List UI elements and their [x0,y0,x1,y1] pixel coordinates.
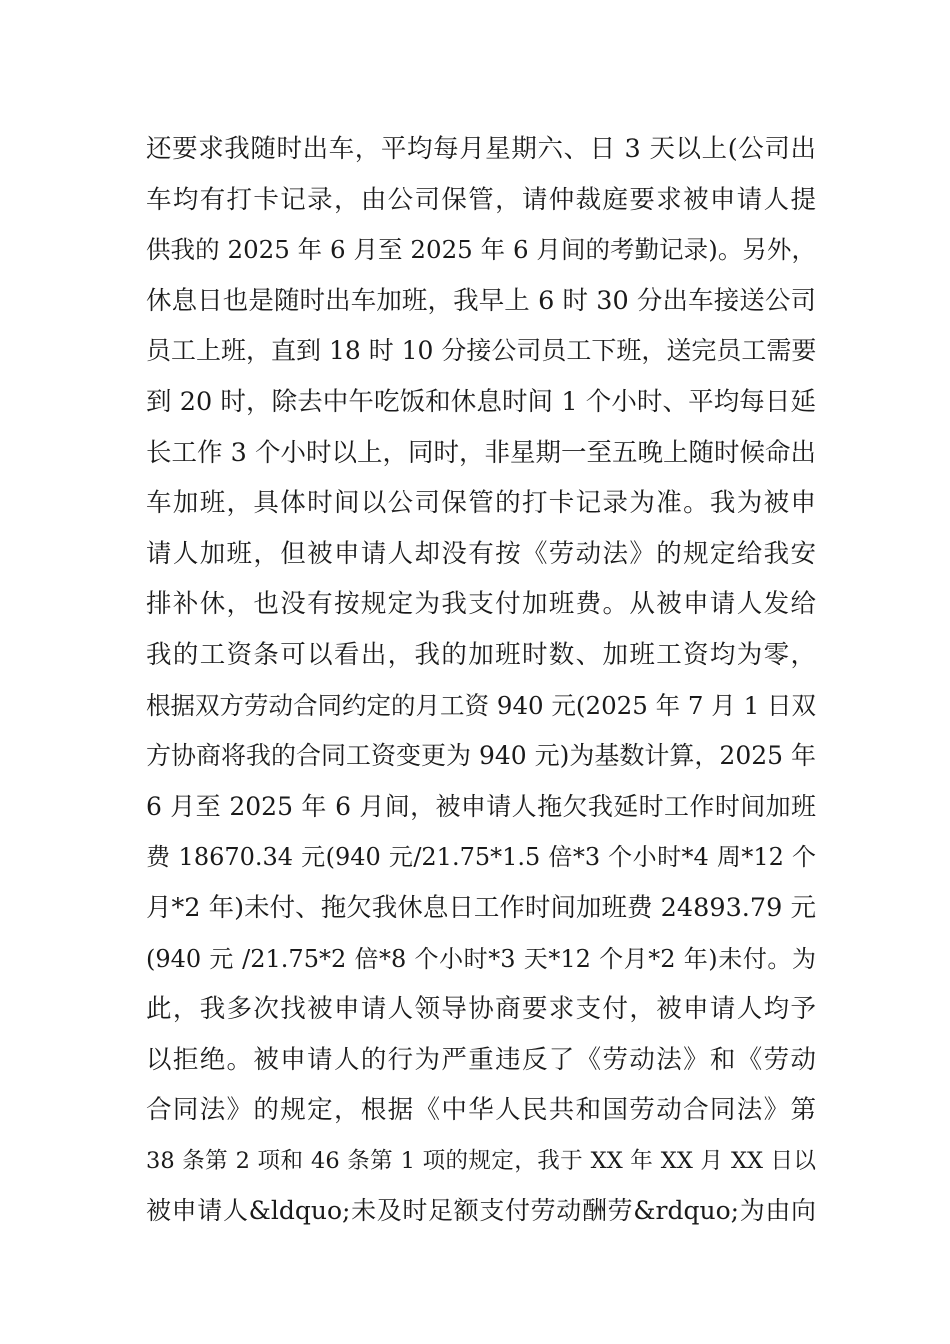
text-line: 车均有打卡记录，由公司保管，请仲裁庭要求被申请人提 [146,184,816,215]
text-line: 员工上班，直到 18 时 10 分接公司员工下班，送完员工需要 [146,336,817,366]
body-text [146,124,816,1237]
text-line: 还要求我随时出车，平均每月星期六、日 3 天以上(公司出 [146,134,816,164]
text-line: 排补休，也没有按规定为我支付加班费。从被申请人发给 [146,589,816,620]
text-line: 根据双方劳动合同约定的月工资 940 元(2025 年 7 月 1 日双 [146,690,816,720]
text-line: 供我的 2025 年 6 月至 2025 年 6 月间的考勤记录)。另外， [146,235,816,265]
text-line: 我的工资条可以看出，我的加班时数、加班工资均为零， [146,639,816,670]
text-line: 车加班，具体时间以公司保管的打卡记录为准。我为被申 [146,488,816,519]
text-line: 方协商将我的合同工资变更为 940 元)为基数计算，2025 年 [146,741,816,771]
text-line: 长工作 3 个小时以上，同时，非星期一至五晚上随时候命出 [146,437,816,468]
text-line: 合同法》的规定，根据《中华人民共和国劳动合同法》第 [146,1095,816,1126]
text-line: 6 月至 2025 年 6 月间，被申请人拖欠我延时工作时间加班 [146,791,816,821]
text-line: 被申请人&ldquo;未及时足额支付劳动酬劳&rdquo;为由向 [146,1196,816,1226]
text-line: 费 18670.34 元(940 元/21.75*1.5 倍*3 个小时*4 周*12 个 [146,843,816,872]
text-line: 月*2 年)未付、拖欠我休息日工作时间加班费 24893.79 元 [146,892,816,923]
text-line: 到 20 时，除去中午吃饭和休息时间 1 个小时、平均每日延 [146,386,816,417]
text-line: 休息日也是随时出车加班，我早上 6 时 30 分出车接送公司 [146,285,816,316]
text-line: 38 条第 2 项和 46 条第 1 项的规定，我于 XX 年 XX 月 XX 日以 [146,1147,816,1174]
text-line: 以拒绝。被申请人的行为严重违反了《劳动法》和《劳动 [146,1044,816,1075]
text-line: 请人加班，但被申请人却没有按《劳动法》的规定给我安 [146,538,816,569]
text-line: (940 元 /21.75*2 倍*8 个小时*3 天*12 个月*2 年)未付。为 [146,944,816,973]
text-line: 此，我多次找被申请人领导协商要求支付，被申请人均予 [146,994,816,1025]
